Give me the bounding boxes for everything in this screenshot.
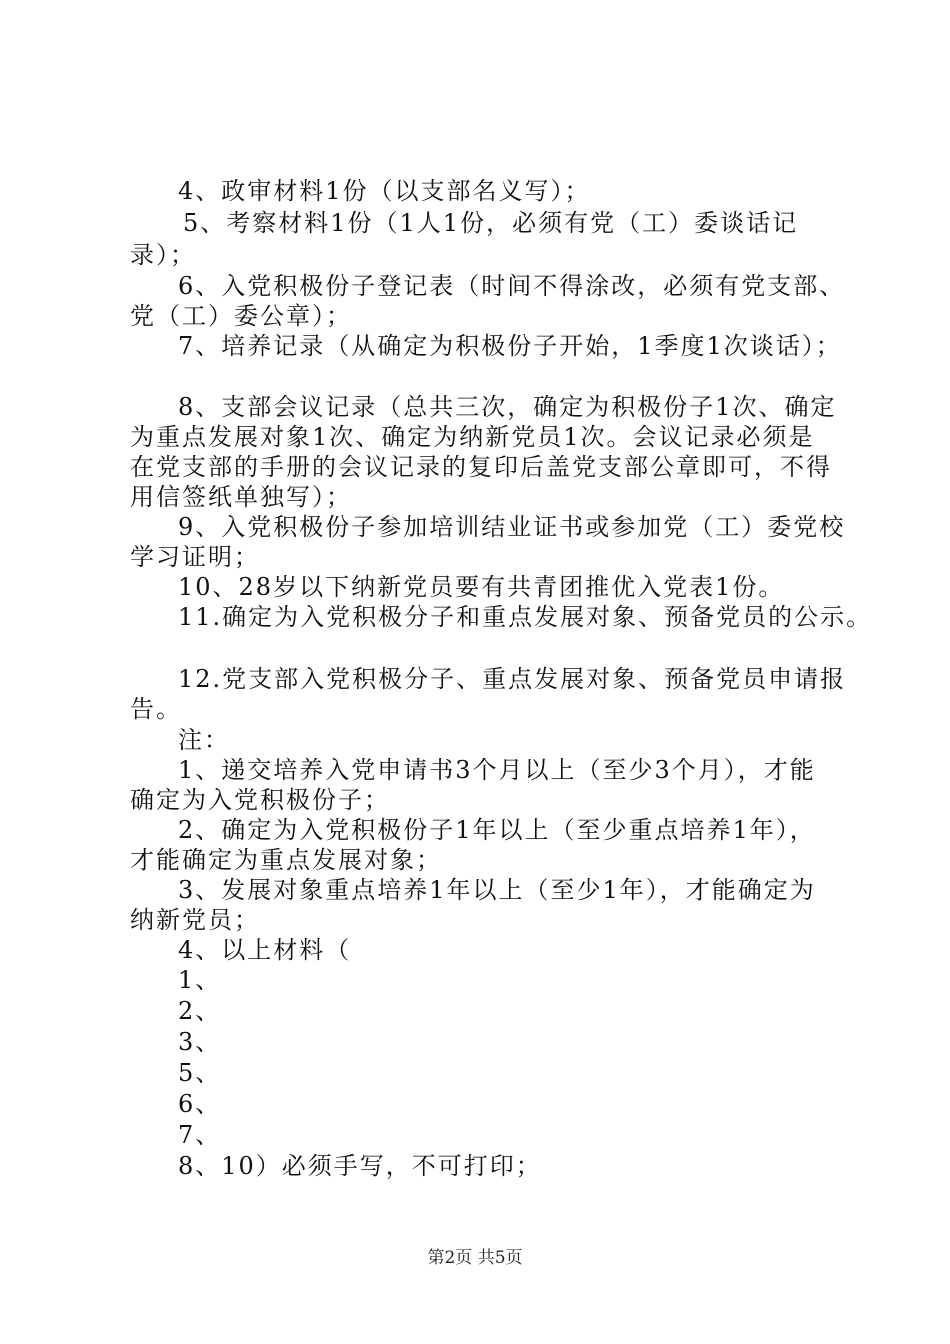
text-line: 4、以上材料（ (178, 936, 352, 964)
text-line: 1、递交培养入党申请书3个月以上（至少3个月），才能 (178, 756, 816, 784)
text-line: 纳新党员； (130, 906, 260, 934)
text-line: 录）； (130, 241, 196, 269)
note-heading: 注： (178, 726, 230, 754)
text-line: 4、政审材料1份（以支部名义写）； (178, 177, 591, 205)
text-line: 7、 (178, 1121, 222, 1149)
text-line: 3、发展对象重点培养1年以上（至少1年），才能确定为 (178, 876, 816, 904)
text-line: 党（工）委公章）； (130, 302, 352, 330)
text-line: 8、10）必须手写，不可打印； (178, 1152, 542, 1180)
text-line: 在党支部的手册的会议记录的复印后盖党支部公章即可，不得 (130, 453, 832, 481)
text-line: 才能确定为重点发展对象； (130, 846, 442, 874)
text-line: 学习证明； (130, 543, 260, 571)
text-line: 12.党支部入党积极分子、重点发展对象、预备党员申请报 (178, 665, 847, 693)
text-line: 1、 (178, 966, 222, 994)
text-line: 为重点发展对象1次、确定为纳新党员1次。会议记录必须是 (130, 423, 815, 451)
text-line: 8、支部会议记录（总共三次，确定为积极份子1次、确定 (178, 393, 837, 421)
text-line: 用信签纸单独写）； (130, 483, 352, 511)
text-line: 告。 (130, 695, 182, 723)
text-line: 6、入党积极份子登记表（时间不得涂改，必须有党支部、 (178, 272, 846, 300)
text-line: 5、 (178, 1059, 222, 1087)
text-line: 10、28岁以下纳新党员要有共青团推优入党表1份。 (178, 573, 785, 601)
text-line: 7、培养记录（从确定为积极份子开始，1季度1次谈话）； (178, 332, 842, 360)
text-line: 11.确定为入党积极分子和重点发展对象、预备党员的公示。 (178, 603, 873, 631)
text-line: 3、 (178, 1028, 222, 1056)
text-line: 确定为入党积极份子； (130, 786, 390, 814)
text-line: 5、考察材料1份（1人1份，必须有党（工）委谈话记 (183, 209, 799, 237)
text-line: 2、 (178, 997, 222, 1025)
page-number-footer: 第2页 共5页 (427, 1248, 523, 1268)
text-line: 2、确定为入党积极份子1年以上（至少重点培养1年）， (178, 816, 816, 844)
text-line: 6、 (178, 1090, 222, 1118)
text-line: 9、入党积极份子参加培训结业证书或参加党（工）委党校 (178, 513, 846, 541)
